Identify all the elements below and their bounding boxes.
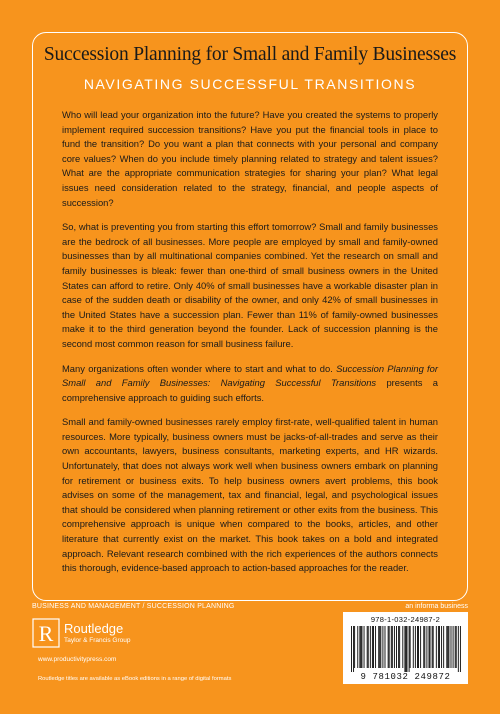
blurb — [62, 108, 438, 586]
book-title: Succession Planning for Small and Family Businesses — [43, 44, 457, 65]
blurb-paragraph-2: So, what is preventing you from starting this effort tomorrow? Small and family businesses are the bedrock of all businesses. More people are employed by small and family-owned businesses than by all multinational companies combined. Yet the research on small and family businesses is bleak: fewer than one-third of small business owners in the United States can afford to retire. Only 40% of small businesses have a workable disaster plan in case of the sudden death or disability of the owner, and only 42% of small businesses in the United States have a succession plan. Fewer than 11% of family-owned businesses make it to the third generation beyond the founder. Lack of succession planning is the second most common reason for small business failure. — [62, 221, 438, 349]
blurb-paragraph-3 — [62, 362, 438, 406]
blurb-paragraph-4: Small and family-owned businesses rarely employ first-rate, well-qualified talent in human resources. More typically, business owners must be jacks-of-all-trades and serve as their own accountants, lawyers, business consultants, marketing experts, and HR wizards. Unfortunately, that does not always work well when business owners embark on planning for retirement or business exits. To help business owners avert problems, this book advises on some of the management, tax and financial, legal, and psychological issues that should be considered when planning retirement or other exits from the business. This comprehensive approach is unique when compared to the books, articles, and other literature that currently exist on the market. This book takes on a bold and integrated approach. Relevant research combined with the rich experiences of the authors connects this thorough, evidence-based approach to action-based approaches for the reader. — [62, 416, 438, 574]
barcode — [343, 612, 468, 684]
publisher-website: www.productivitypress.com — [38, 656, 117, 663]
routledge-r-icon — [32, 618, 60, 648]
publisher-logo — [32, 618, 130, 648]
publisher-group: Taylor & Francis Group — [64, 636, 131, 644]
subject-category: BUSINESS AND MANAGEMENT / SUCCESSION PLANNING — [32, 603, 235, 610]
book-subtitle: NAVIGATING SUCCESSFUL TRANSITIONS — [83, 76, 417, 92]
isbn-digits: 9 781032 249872 — [360, 672, 451, 682]
isbn-text: 978-1-032-24987-2 — [370, 615, 441, 624]
ebook-note: Routledge titles are available as eBook editions in a range of digital formats — [38, 676, 232, 682]
paragraph-3-start: Many organizations often wonder where to start and what to do. — [62, 362, 333, 374]
publisher-name: Routledge — [64, 620, 124, 636]
blurb-paragraph-1: Who will lead your organization into the future? Have you created the systems to properly implement required succession transitions? Have you put the financial tools in place to fund the transition? Do you want a plan that connects with your personal and company core values? When do you include timely planning related to strategy and talent issues? What are the appropriate communication strategies for sharing your plan? What legal issues need consideration related to the strategy, financial, and people aspects of succession? — [62, 109, 438, 208]
informa-tagline: an informa business — [405, 603, 468, 610]
svg-text:R: R — [38, 621, 54, 646]
barcode-bars — [351, 626, 461, 672]
book-title-italic: Succession Planning for Small and Family Businesses: Navigating Successful Transitions — [62, 362, 438, 389]
paragraph-3-end: presents a comprehensive approach to guiding such efforts. — [62, 377, 438, 403]
